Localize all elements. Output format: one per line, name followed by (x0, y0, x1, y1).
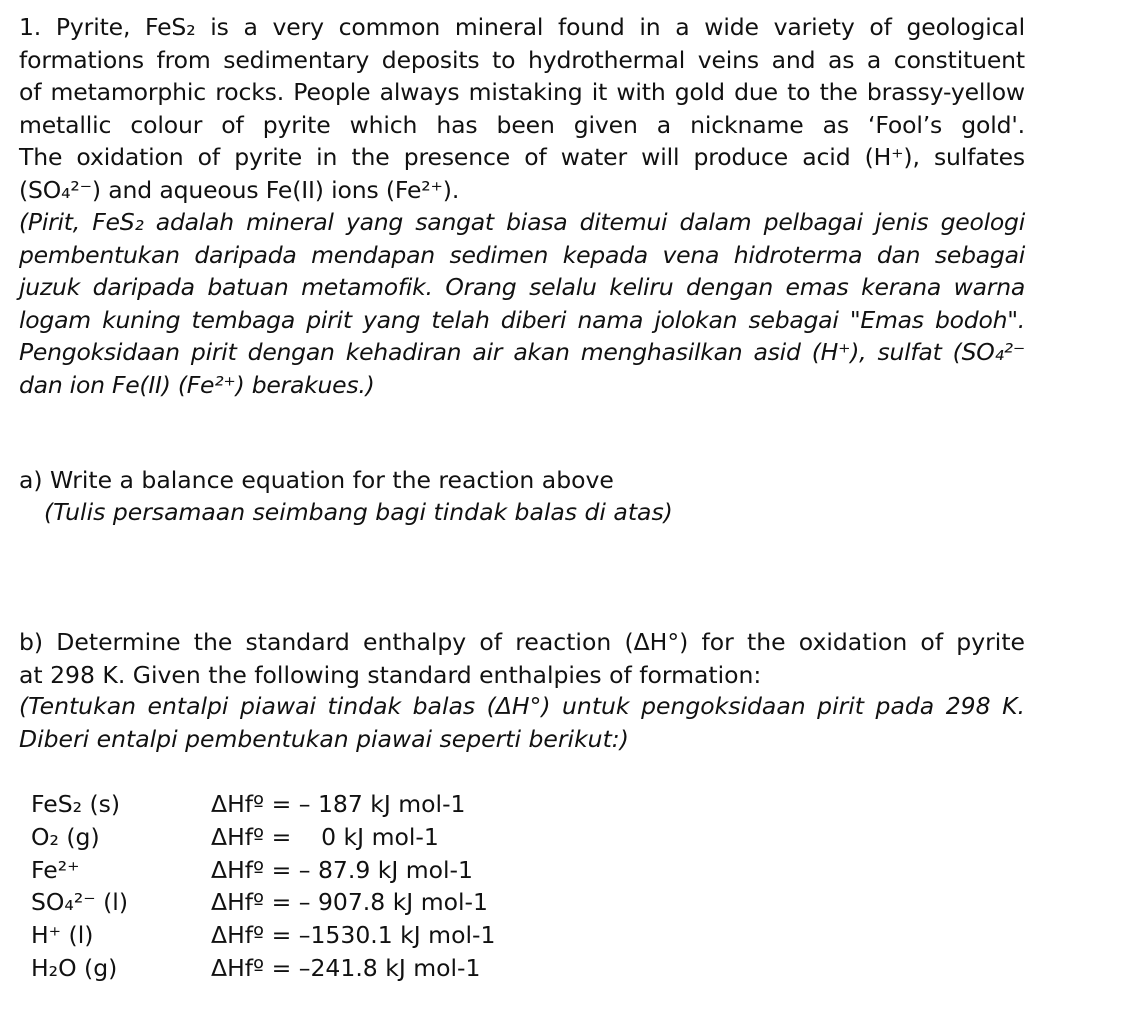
intro-ms-line-1: (Pirit, FeS₂ adalah mineral yang sangat biasa ditemui dalam pelbagai jenis geologi (19, 208, 1025, 236)
intro-en-line-1: 1. Pyrite, FeS₂ is a very common mineral found in a wide variety of geological (19, 13, 1025, 41)
enthalpy-row (31, 952, 495, 985)
enthalpy-value: ΔHfº = 0 kJ mol-1 (211, 822, 439, 851)
part-a-english: a) Write a balance equation for the reaction above (19, 466, 614, 494)
intro-ms-line-4: logam kuning tembaga pirit yang telah diberi nama jolokan sebagai "Emas bodoh". (19, 305, 1025, 334)
intro-en-line-6: (SO₄²⁻) and aqueous Fe(II) ions (Fe²⁺). (19, 175, 460, 204)
part-b-malay (19, 690, 1025, 755)
part-a-malay (44, 496, 1050, 529)
enthalpy-row (31, 854, 495, 887)
species-label: H₂O (g) (31, 953, 118, 982)
enthalpy-row (31, 821, 495, 854)
part-b-question (19, 626, 1025, 691)
intro-ms-line-5: Pengoksidaan pirit dengan kehadiran air akan menghasilkan asid (H⁺), sulfat (SO₄²⁻ (19, 338, 1025, 367)
part-b-ms-line-1: (Tentukan entalpi piawai tindak balas (ΔH°) untuk pengoksidaan pirit pada 298 K. (19, 692, 1025, 720)
species-label: Fe²⁺ (31, 855, 80, 884)
part-a-malay-text: (Tulis persamaan seimbang bagi tindak balas di atas) (44, 498, 673, 526)
enthalpy-row (31, 886, 495, 919)
intro-ms-line-6: dan ion Fe(II) (Fe²⁺) berakues.) (19, 370, 375, 399)
enthalpy-value: ΔHfº = – 907.8 kJ mol-1 (211, 888, 488, 917)
enthalpy-row (31, 788, 495, 821)
species-label: H⁺ (l) (31, 921, 94, 950)
enthalpy-value: ΔHfº = – 87.9 kJ mol-1 (211, 855, 473, 884)
intro-ms-line-2: pembentukan daripada mendapan sedimen kepada vena hidroterma dan sebagai (19, 240, 1025, 269)
enthalpy-table (31, 788, 495, 985)
species-label: O₂ (g) (31, 822, 100, 851)
enthalpy-value: ΔHfº = – 187 kJ mol-1 (211, 790, 466, 818)
intro-en-line-3: of metamorphic rocks. People always mistaking it with gold due to the brassy-yellow (19, 78, 1025, 107)
question-intro-english (19, 11, 1025, 207)
intro-en-line-5: The oxidation of pyrite in the presence of water will produce acid (H⁺), sulfates (19, 143, 1025, 172)
enthalpy-row (31, 919, 495, 952)
part-b-en-line-2: at 298 K. Given the following standard enthalpies of formation: (19, 660, 762, 689)
part-b-ms-line-2: Diberi entalpi pembentukan piawai seperti berikut:) (19, 724, 629, 753)
enthalpy-value: ΔHfº = –1530.1 kJ mol-1 (211, 921, 496, 950)
question-intro-malay (19, 206, 1025, 402)
species-label: SO₄²⁻ (l) (31, 888, 128, 917)
intro-ms-line-3: juzuk daripada batuan metamofik. Orang selalu keliru dengan emas kerana warna (19, 273, 1025, 302)
species-label: FeS₂ (s) (31, 790, 121, 818)
intro-en-line-2: formations from sedimentary deposits to hydrothermal veins and as a constituent (19, 45, 1025, 74)
enthalpy-value: ΔHfº = –241.8 kJ mol-1 (211, 953, 481, 982)
intro-en-line-4: metallic colour of pyrite which has been given a nickname as ‘Fool’s gold'. (19, 110, 1025, 139)
part-a-question (19, 464, 1025, 497)
part-b-en-line-1: b) Determine the standard enthalpy of reaction (ΔH°) for the oxidation of pyrite (19, 628, 1025, 656)
